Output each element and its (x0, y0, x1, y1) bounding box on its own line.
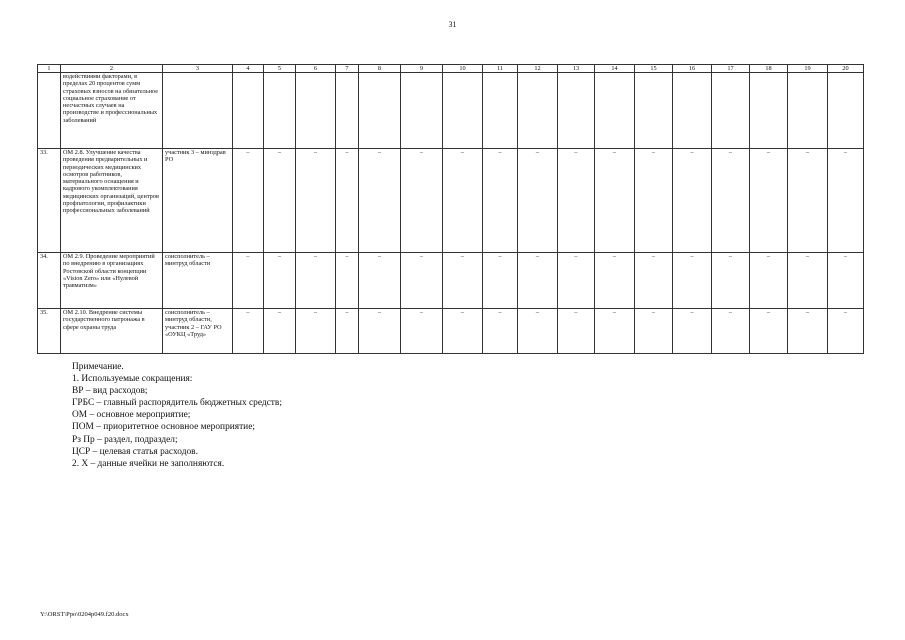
column-header: 18 (750, 65, 788, 73)
value-cell (788, 73, 828, 149)
value-cell: – (483, 309, 518, 354)
value-cell: – (828, 309, 864, 354)
value-cell (264, 73, 296, 149)
value-cell (712, 73, 750, 149)
table-row (38, 253, 864, 309)
value-cell: – (233, 149, 264, 253)
note-line: ГРБС – главный распорядитель бюджетных средств; (72, 398, 282, 409)
value-cell: – (443, 149, 483, 253)
value-cell (336, 73, 359, 149)
value-cell (595, 73, 635, 149)
value-cell (558, 73, 595, 149)
value-cell (673, 73, 712, 149)
value-cell: – (483, 253, 518, 309)
value-cell: – (558, 253, 595, 309)
note-line: 1. Используемые сокращения: (72, 374, 193, 385)
value-cell: – (264, 149, 296, 253)
value-cell: – (558, 149, 595, 253)
event-name-cell: ОМ 2.10. Внедрение системы государственного патронажа в сфере охраны труда (61, 309, 163, 354)
value-cell: – (788, 253, 828, 309)
value-cell (359, 73, 401, 149)
column-header: 20 (828, 65, 864, 73)
column-header: 5 (264, 65, 296, 73)
note-line: ВР – вид расходов; (72, 386, 148, 397)
responsible-cell: соисполнитель – минтруд области (163, 253, 233, 309)
event-name-cell: водействиями факторами, в пределах 20 процентов сумм страховых взносов на обязательное социальное страхование от несчастных случаев на производстве и профессиональных заболеваний (61, 73, 163, 149)
value-cell: – (673, 149, 712, 253)
value-cell: – (264, 253, 296, 309)
value-cell (401, 73, 443, 149)
value-cell (828, 73, 864, 149)
value-cell: – (750, 253, 788, 309)
value-cell: – (359, 253, 401, 309)
column-header: 14 (595, 65, 635, 73)
row-number-cell: 33. (38, 149, 61, 253)
column-header: 8 (359, 65, 401, 73)
note-line: Примечание. (72, 362, 124, 372)
note-line: ЦСР – целевая статья расходов. (72, 446, 198, 457)
column-header: 17 (712, 65, 750, 73)
value-cell: – (635, 309, 673, 354)
header-row (38, 65, 864, 73)
column-header: 3 (163, 65, 233, 73)
value-cell: – (595, 253, 635, 309)
column-header: 13 (558, 65, 595, 73)
value-cell: – (558, 309, 595, 354)
column-header: 4 (233, 65, 264, 73)
value-cell: – (336, 149, 359, 253)
row-number-cell (38, 73, 61, 149)
row-number-cell: 35. (38, 309, 61, 354)
file-path: Y:\ORST\Ppo\0204p049.f20.docx (40, 611, 129, 618)
column-header: 7 (336, 65, 359, 73)
value-cell: – (712, 253, 750, 309)
page-number: 31 (448, 20, 457, 29)
column-header: 11 (483, 65, 518, 73)
value-cell: – (518, 253, 558, 309)
value-cell: – (359, 149, 401, 253)
column-header: 10 (443, 65, 483, 73)
value-cell: – (595, 309, 635, 354)
table-row (38, 73, 864, 149)
column-header: 1 (38, 65, 61, 73)
value-cell: – (788, 309, 828, 354)
value-cell (233, 73, 264, 149)
responsible-cell (163, 73, 233, 149)
value-cell: – (673, 253, 712, 309)
table-row (38, 309, 864, 354)
note-line: 2. Х – данные ячейки не заполняются. (72, 458, 225, 469)
value-cell (635, 73, 673, 149)
value-cell: – (336, 309, 359, 354)
value-cell: – (401, 149, 443, 253)
value-cell: – (635, 149, 673, 253)
notes-block (72, 361, 282, 470)
column-header: 6 (296, 65, 336, 73)
value-cell (443, 73, 483, 149)
value-cell (750, 73, 788, 149)
event-name-cell: ОМ 2.8. Улучшение качества проведения предварительных и периодических медицинских осмотров работников, материального оснащения и кадрового укомплектования медицинских организаций, центров профпатологии, профилактики профессиональных заболеваний (61, 149, 163, 253)
value-cell: – (296, 149, 336, 253)
value-cell: – (712, 309, 750, 354)
value-cell: – (750, 149, 788, 253)
value-cell: – (264, 309, 296, 354)
note-line: ПОМ – приоритетное основное мероприятие; (72, 422, 255, 433)
value-cell: – (359, 309, 401, 354)
value-cell: – (296, 253, 336, 309)
note-line: ОМ – основное мероприятие; (72, 410, 191, 421)
value-cell: – (483, 149, 518, 253)
value-cell: – (443, 309, 483, 354)
table-row (38, 149, 864, 253)
value-cell (518, 73, 558, 149)
responsible-cell: участник 3 – минздрав РО (163, 149, 233, 253)
column-header: 16 (673, 65, 712, 73)
value-cell: – (233, 253, 264, 309)
column-header: 12 (518, 65, 558, 73)
value-cell: – (595, 149, 635, 253)
value-cell: – (401, 253, 443, 309)
event-name-cell: ОМ 2.9. Проведение мероприятий по внедрению в организациях Ростовской области концепции «Vision Zero» или «Нулевой травматизм» (61, 253, 163, 309)
value-cell: – (828, 253, 864, 309)
responsible-cell: соисполнитель – минтруд области, участник 2 – ГАУ РО «ОУКЦ «Труд» (163, 309, 233, 354)
data-table (37, 64, 864, 354)
value-cell: – (296, 309, 336, 354)
value-cell: – (828, 149, 864, 253)
value-cell: – (750, 309, 788, 354)
value-cell: – (336, 253, 359, 309)
value-cell: – (673, 309, 712, 354)
value-cell (483, 73, 518, 149)
value-cell: – (401, 309, 443, 354)
value-cell: – (518, 309, 558, 354)
value-cell: – (788, 149, 828, 253)
column-header: 2 (61, 65, 163, 73)
row-number-cell: 34. (38, 253, 61, 309)
note-line: Рз Пр – раздел, подраздел; (72, 434, 178, 445)
value-cell: – (443, 253, 483, 309)
column-header: 19 (788, 65, 828, 73)
value-cell: – (635, 253, 673, 309)
value-cell (296, 73, 336, 149)
value-cell: – (233, 309, 264, 354)
value-cell: – (518, 149, 558, 253)
column-header: 9 (401, 65, 443, 73)
column-header: 15 (635, 65, 673, 73)
value-cell: – (712, 149, 750, 253)
